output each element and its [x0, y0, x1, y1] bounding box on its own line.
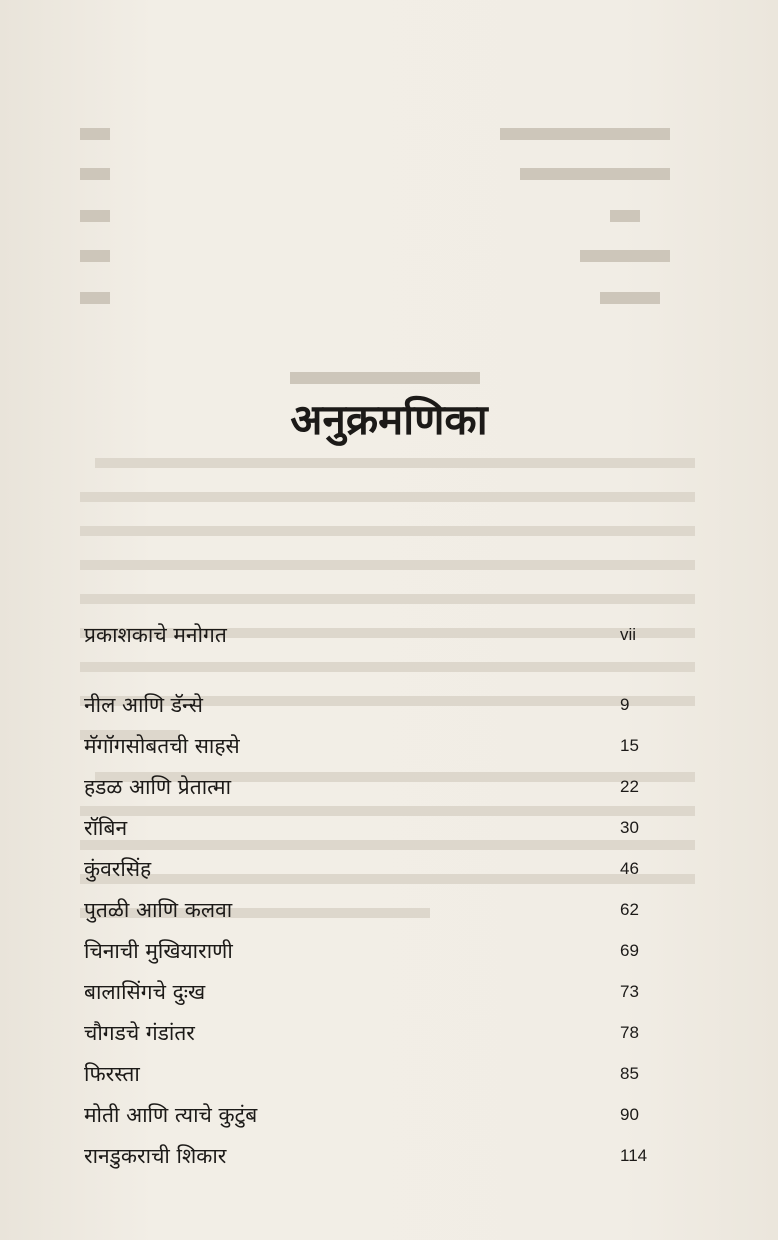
toc-entry [84, 1015, 660, 1051]
toc-entry [84, 769, 660, 805]
toc-entry-title: मॅगॉगसोबतची साहसे [84, 734, 240, 758]
toc-entry-title: पुतळी आणि कलवा [84, 898, 233, 922]
toc-entry [84, 1138, 660, 1174]
toc-entry [84, 617, 660, 653]
toc-entry [84, 851, 660, 887]
toc-entry-title: रानडुकराची शिकार [84, 1144, 227, 1168]
toc-entry-title: चौगडचे गंडांतर [84, 1021, 195, 1045]
toc-entry [84, 1097, 660, 1133]
toc-entry-page: 46 [620, 859, 639, 878]
toc-entry-page: 78 [620, 1023, 639, 1042]
toc-entry-title: नील आणि डॅन्से [84, 693, 203, 717]
toc-entry-page: 15 [620, 736, 639, 755]
toc-entry-page: 22 [620, 777, 639, 796]
toc-entry-page: 114 [620, 1146, 648, 1165]
toc-entry [84, 933, 660, 969]
toc-entry-page: 90 [620, 1105, 639, 1124]
toc-entry-title: बालासिंगचे दुःख [84, 980, 206, 1004]
toc-entry-page: 85 [620, 1064, 639, 1083]
toc-entry [84, 892, 660, 928]
toc-entry-title: हडळ आणि प्रेतात्मा [84, 775, 232, 799]
toc-entry-title: फिरस्ता [84, 1062, 140, 1086]
page-title: अनुक्रमणिका [290, 395, 488, 444]
toc-entry-page: 9 [620, 695, 630, 714]
toc-entry-page: 73 [620, 982, 639, 1001]
toc-entry [84, 974, 660, 1010]
toc-entry-page: 62 [620, 900, 639, 919]
toc-entry-page: 69 [620, 941, 639, 960]
toc-entry-title: चिनाची मुखियाराणी [84, 939, 233, 963]
toc-entry [84, 1056, 660, 1092]
toc-entry-page: 30 [620, 818, 639, 837]
toc-entry-title: प्रकाशकाचे मनोगत [84, 623, 227, 647]
toc-entry-title: रॉबिन [84, 816, 128, 840]
toc-entry [84, 687, 660, 723]
toc-entry-title: मोती आणि त्याचे कुटुंब [84, 1103, 258, 1127]
toc-entry-title: कुंवरसिंह [84, 857, 152, 881]
toc-entry-page: vii [620, 625, 637, 644]
toc-entry [84, 810, 660, 846]
toc-entry [84, 728, 660, 764]
